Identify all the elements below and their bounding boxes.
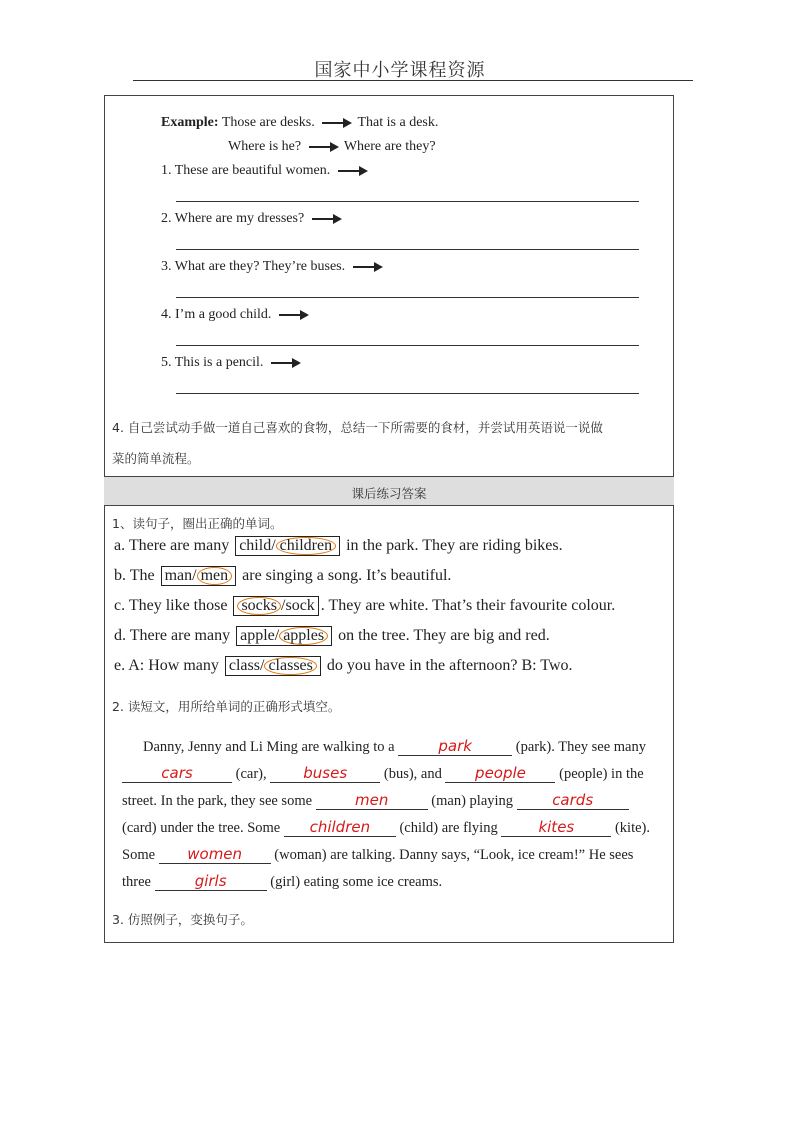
q2-instruction: 2. 读短文，用所给单词的正确形式填空。	[112, 699, 341, 714]
choice-option: child	[239, 537, 272, 554]
exercise-item-text: 3. What are they? They’re buses.	[161, 259, 346, 274]
fill-blank	[122, 764, 232, 783]
choice-separator: /	[192, 567, 197, 584]
sentence-text: c. They like those	[114, 597, 228, 614]
fill-blank	[501, 818, 611, 837]
example1-left: Those are desks.	[221, 115, 315, 130]
handwritten-answer: cars	[161, 764, 193, 782]
choice-separator: /	[274, 627, 280, 644]
example-line-2	[228, 139, 436, 155]
passage-text: Danny, Jenny and Li Ming are walking to a	[143, 739, 395, 755]
task4-line-1: 4. 自己尝试动手做一道自己喜欢的食物，总结一下所需要的食材，并尝试用英语说一说做	[112, 420, 603, 435]
passage-text: (woman) are talking. Danny says, “Look, ice cream!” He sees	[274, 847, 634, 863]
sentence-text: a. There are many	[114, 537, 230, 554]
sentence-text: e. A: How many	[114, 657, 219, 674]
passage-line-2	[122, 764, 644, 783]
choice-box	[161, 566, 237, 586]
passage-line-3	[122, 791, 629, 810]
choice-option: man	[164, 567, 193, 584]
circled-answer: children	[276, 537, 336, 555]
answer-line	[176, 201, 639, 202]
passage-line-4	[122, 818, 650, 837]
handwritten-answer: men	[354, 791, 389, 809]
choice-separator: /	[281, 597, 286, 614]
task4-line-2: 菜的简单流程。	[112, 451, 200, 466]
choice-box	[233, 596, 318, 616]
choice-option: class	[228, 657, 260, 674]
arrow-icon	[312, 218, 340, 220]
passage-line-1	[143, 737, 646, 756]
fill-blank	[270, 764, 380, 783]
fill-blank	[398, 737, 512, 756]
handwritten-answer: park	[438, 737, 472, 755]
choice-box	[225, 656, 321, 676]
section-title: 课后练习答案	[351, 486, 427, 501]
answer-line	[176, 297, 639, 298]
exercise-item-text: 4. I’m a good child.	[161, 307, 272, 322]
answer-line	[176, 393, 639, 394]
handwritten-answer: women	[187, 845, 243, 863]
circled-answer: socks	[237, 597, 281, 615]
arrow-icon	[309, 146, 337, 148]
exercise-item-text: 1. These are beautiful women.	[161, 163, 331, 178]
fill-blank	[159, 845, 271, 864]
handwritten-answer: people	[475, 764, 526, 782]
sentence-text: do you have in the afternoon? B: Two.	[326, 657, 573, 674]
sentence-text: d. There are many	[114, 627, 231, 644]
passage-text: Some	[122, 847, 156, 863]
exercise-item-4	[161, 307, 311, 323]
handwritten-answer: girls	[194, 872, 227, 890]
passage-text: (car),	[235, 766, 267, 782]
passage-line-5	[122, 845, 633, 864]
example2-right: Where are they?	[343, 139, 436, 154]
circled-answer: men	[197, 567, 233, 585]
choice-option: apple	[240, 627, 275, 644]
passage-text: (park). They see many	[515, 739, 646, 755]
q1-sentence-e	[114, 656, 573, 676]
q1-sentence-b	[114, 566, 451, 586]
sentence-text: are singing a song. It’s beautiful.	[242, 567, 452, 584]
answer-line	[176, 249, 639, 250]
arrow-icon	[271, 362, 299, 364]
example-label: Example:	[161, 115, 219, 130]
circled-answer: apples	[279, 627, 328, 645]
page-header-title: 国家中小学课程资源	[314, 60, 486, 81]
passage-text: (card) under the tree. Some	[122, 820, 281, 836]
exercise-item-3	[161, 259, 385, 275]
exercise-item-1	[161, 163, 370, 179]
fill-blank	[445, 764, 555, 783]
exercise-item-text: 2. Where are my dresses?	[161, 211, 305, 226]
passage-text: three	[122, 874, 151, 890]
sentence-text: b. The	[114, 567, 155, 584]
passage-text: (kite).	[614, 820, 650, 836]
sentence-text: in the park. They are riding bikes.	[346, 537, 563, 554]
example-line-1	[161, 115, 438, 131]
sentence-text: . They are white. That’s their favourite colour.	[320, 597, 616, 614]
arrow-icon	[338, 170, 366, 172]
fill-blank	[155, 872, 267, 891]
q1-sentence-d	[114, 626, 550, 646]
choice-separator: /	[259, 657, 265, 674]
header-divider	[133, 80, 693, 81]
answers-section-header	[104, 476, 674, 506]
q3-instruction: 3. 仿照例子，变换句子。	[112, 912, 253, 927]
handwritten-answer: buses	[303, 764, 348, 782]
passage-line-6	[122, 872, 442, 891]
q1-sentence-c	[114, 596, 615, 616]
passage-text: (bus), and	[383, 766, 442, 782]
exercise-item-5	[161, 355, 303, 371]
choice-box	[236, 626, 332, 646]
passage-text: (child) are flying	[399, 820, 498, 836]
fill-blank	[316, 791, 428, 810]
exercise-item-2	[161, 211, 344, 227]
example2-left: Where is he?	[228, 139, 302, 154]
exercise-item-text: 5. This is a pencil.	[161, 355, 264, 370]
passage-text: street. In the park, they see some	[122, 793, 313, 809]
fill-blank	[284, 818, 396, 837]
passage-text: (girl) eating some ice creams.	[270, 874, 443, 890]
fill-blank	[517, 791, 629, 810]
arrow-icon	[322, 122, 350, 124]
answer-line	[176, 345, 639, 346]
sentence-text: on the tree. They are big and red.	[338, 627, 550, 644]
passage-text: (people) in the	[559, 766, 644, 782]
circled-answer: classes	[264, 657, 316, 675]
choice-separator: /	[271, 537, 276, 554]
arrow-icon	[353, 266, 381, 268]
handwritten-answer: kites	[538, 818, 575, 836]
q1-instruction: 1、读句子，圈出正确的单词。	[112, 516, 283, 531]
choice-box	[235, 536, 340, 556]
handwritten-answer: children	[309, 818, 371, 836]
handwritten-answer: cards	[552, 791, 594, 809]
arrow-icon	[279, 314, 307, 316]
example1-right: That is a desk.	[357, 115, 439, 130]
choice-option: sock	[285, 597, 315, 614]
passage-text: (man) playing	[431, 793, 514, 809]
q1-sentence-a	[114, 536, 563, 556]
